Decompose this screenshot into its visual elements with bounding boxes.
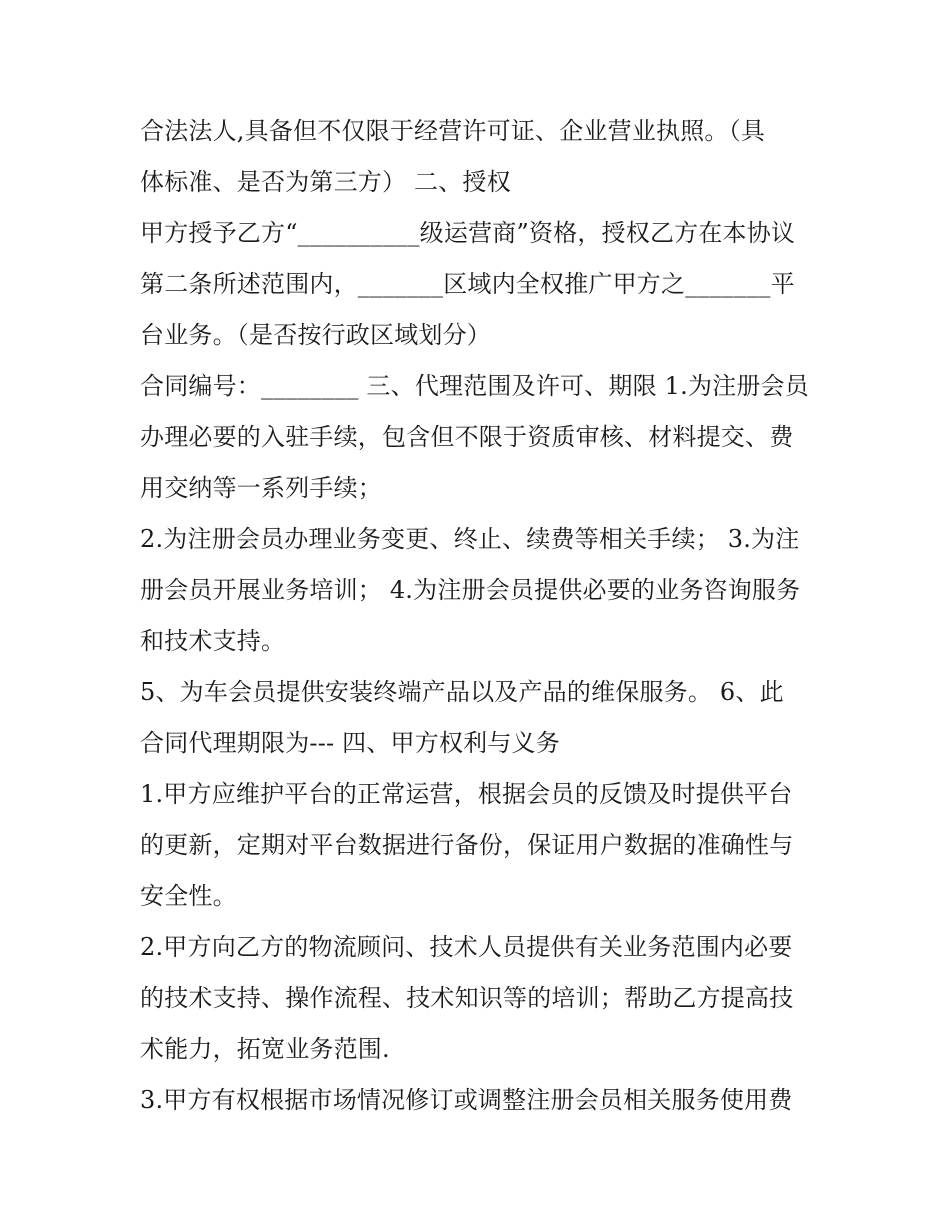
text-line: 第二条所述范围内，_______区域内全权推广甲方之_______平 bbox=[140, 270, 795, 298]
text-line: 合法法人,具备但不仅限于经营许可证、企业营业执照。（具 bbox=[140, 117, 766, 145]
text-line: 5、为车会员提供安装终端产品以及产品的维保服务。 6、此 bbox=[140, 678, 784, 706]
text-line: 和技术支持。 bbox=[140, 627, 286, 655]
text-line: 办理必要的入驻手续，包含但不限于资质审核、材料提交、费 bbox=[140, 423, 794, 451]
contract-text bbox=[140, 106, 820, 1126]
text-line: 2.为注册会员办理业务变更、终止、续费等相关手续； 3.为注 bbox=[140, 525, 800, 553]
text-line: 台业务。（是否按行政区域划分） bbox=[140, 321, 491, 349]
text-line: 合同编号：________ 三、代理范围及许可、期限 1.为注册会员 bbox=[140, 372, 809, 400]
text-line: 2.甲方向乙方的物流顾问、技术人员提供有关业务范围内必要 bbox=[140, 933, 793, 961]
text-line: 册会员开展业务培训； 4.为注册会员提供必要的业务咨询服务 bbox=[140, 576, 801, 604]
text-line: 的更新，定期对平台数据进行备份，保证用户数据的准确性与 bbox=[140, 831, 794, 859]
text-line: 安全性。 bbox=[140, 882, 237, 910]
text-line: 术能力，拓宽业务范围. bbox=[140, 1035, 390, 1063]
text-line: 体标准、是否为第三方） 二、授权 bbox=[140, 168, 511, 196]
text-line: 的技术支持、操作流程、技术知识等的培训；帮助乙方提高技 bbox=[140, 984, 794, 1012]
text-line: 甲方授予乙方“__________级运营商”资格，授权乙方在本协议 bbox=[140, 219, 796, 247]
text-line: 用交纳等一系列手续； bbox=[140, 474, 382, 502]
text-line: 1.甲方应维护平台的正常运营，根据会员的反馈及时提供平台 bbox=[140, 780, 793, 808]
text-line: 合同代理期限为--- 四、甲方权利与义务 bbox=[140, 729, 560, 757]
text-line: 3.甲方有权根据市场情况修订或调整注册会员相关服务使用费 bbox=[140, 1086, 793, 1114]
